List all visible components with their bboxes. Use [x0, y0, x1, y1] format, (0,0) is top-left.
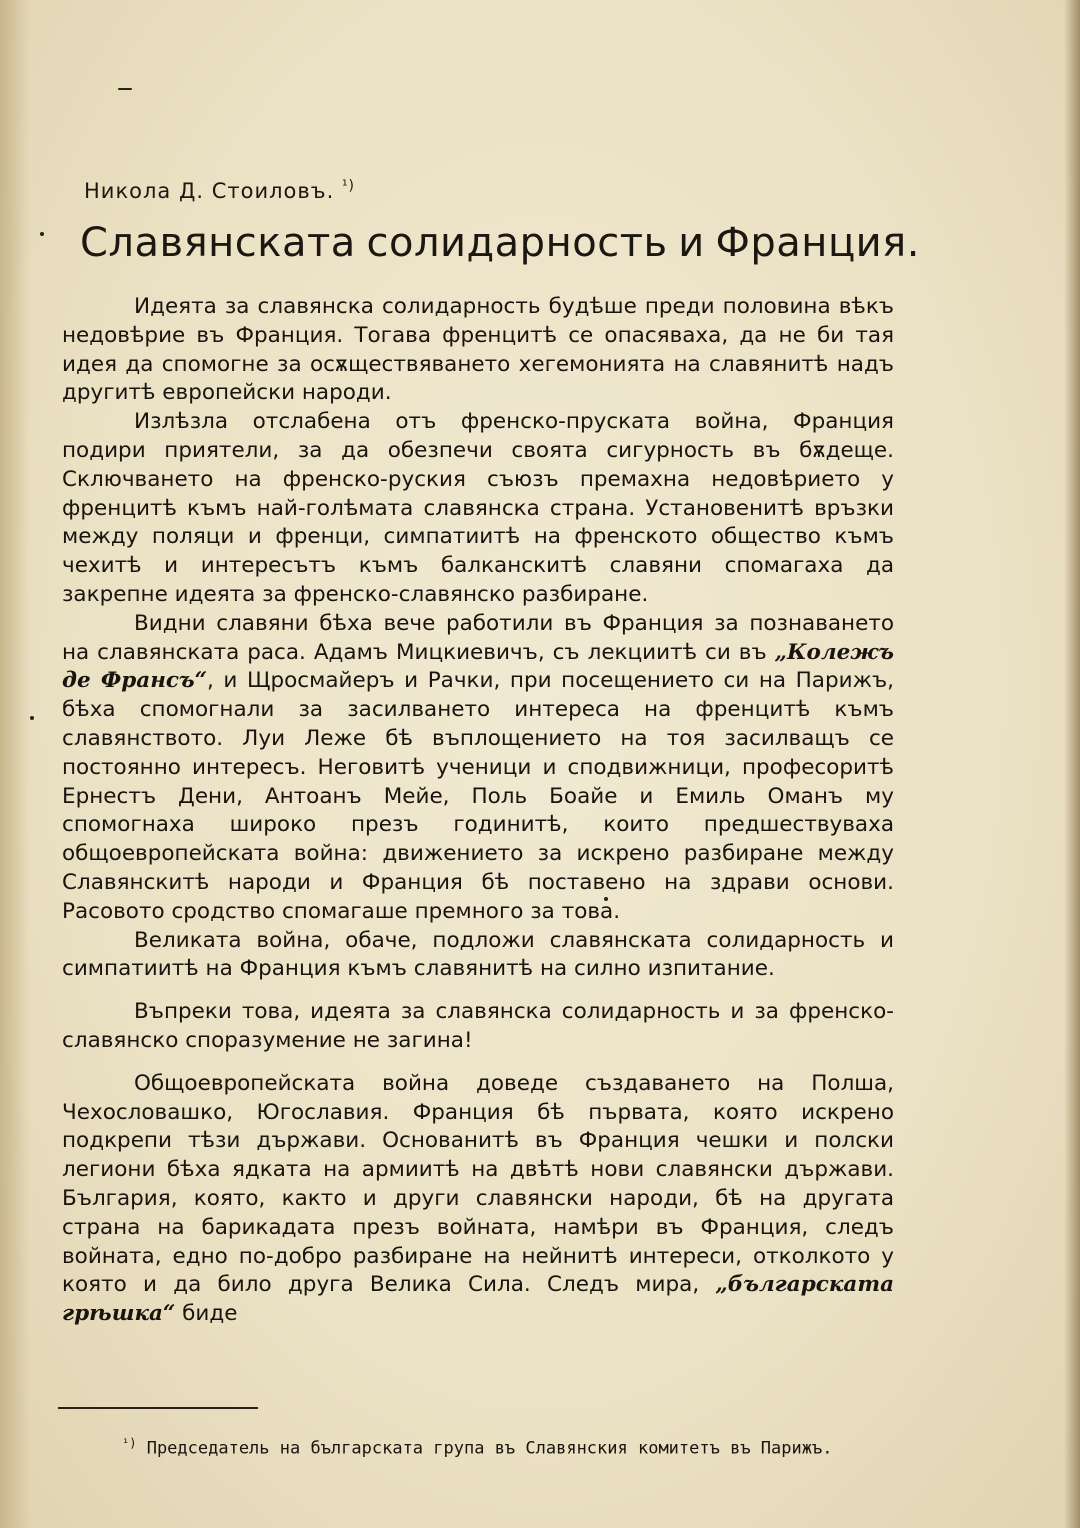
paragraph-italic: „Колежъ де Франсъ“ — [62, 639, 894, 694]
footnote — [56, 1428, 886, 1464]
print-speck — [40, 232, 44, 236]
paragraph — [62, 1070, 894, 1329]
paragraph: Излѣзла отслабена отъ френско-пруската война, Франция подири приятели, за да обезпечи своята сигурность въ бѫдеще. Сключването на френско-руския съюзъ премахна недовѣрието у френцитѣ къмъ най-голѣмата славянска страна. Установенитѣ връзки между поляци и френци, симпатиитѣ на френското общество къмъ чехитѣ и интересътъ къмъ балканскитѣ славяни спомагаха да закрепне идеята за френско-славянско разбиране. — [62, 409, 894, 607]
author-name: Никола Д. Стоиловъ. — [84, 179, 335, 203]
paragraph-italic: „българската грѣшка“ — [62, 1272, 894, 1327]
footnote-divider — [58, 1407, 258, 1409]
paragraph-text: , и Щросмайеръ и Рачки, при посещението си на Парижъ, бѣха спомогнали за засилването интереса на френцитѣ къмъ славянството. Луи Леже бѣ въплощението на тоя засилващъ се постоянно интересъ. Неговитѣ ученици и сподвижници, професоритѣ Ернестъ Дени, Антоанъ Мейе, Поль Боайе и Емиль Оманъ му спомогнаха широко презъ годинитѣ, които предшествуваха общоевропейската война: движението за искрено разбиране между Славянскитѣ народи и Франция бѣ поставено на здрави основи. Расовото сродство спомагаше премного за това. — [62, 668, 894, 924]
article-author — [84, 178, 355, 203]
footnote-text: Председатель на българската група въ Славянския комитетъ въ Парижъ. — [146, 1438, 833, 1459]
article-body — [62, 293, 894, 1329]
print-speck — [118, 88, 132, 90]
paragraph — [62, 610, 894, 927]
title-word: Славянската — [80, 220, 356, 266]
paragraph: Въпреки това, идеята за славянска солидарность и за френско-славянско споразумение не загина! — [62, 999, 894, 1053]
page-edge-shadow-left — [0, 0, 30, 1528]
paragraph: Великата война, обаче, подложи славянската солидарность и симпатиитѣ на Франция къмъ славянитѣ на силно изпитание. — [62, 927, 894, 982]
title-word: солидарность — [366, 220, 668, 266]
author-footnote-mark: ¹) — [341, 178, 356, 194]
paragraph-text: биде — [175, 1301, 238, 1327]
page-edge-shadow-right — [1064, 0, 1080, 1528]
paragraph-text: Видни славяни бѣха вече работили въ Франция за познаването на славянската раса. Адамъ Мицкиевичъ, съ лекциитѣ си въ — [62, 610, 894, 665]
title-word: и — [678, 220, 705, 266]
print-speck — [30, 716, 34, 720]
paragraph: Идеята за славянска солидарность будѣше преди половина вѣкъ недовѣрие въ Франция. Тогава френцитѣ се опасяваха, да не би тая идея да спомогне за осѫществяването хегемонията на славянитѣ надъ другитѣ европейски народи. — [62, 294, 894, 406]
paragraph-text: Общоевропейската война доведе създаването на Полша, Чехословашко, Югославия. Франция бѣ първата, която искрено подкрепи тѣзи държави. Основанитѣ въ Франция чешки и полски легиони бѣха ядката на армиитѣ на двѣтѣ нови славянски държави. България, която, както и други славянски народи, бѣ на другата страна на барикадата презъ войната, намѣри въ Франция, следъ войната, едно по-добро разбиране на нейнитѣ интереси, отколкото у която и да било друга Велика Сила. Следъ мира, — [62, 1070, 894, 1298]
article-title — [80, 220, 920, 266]
title-word: Франция. — [715, 220, 920, 266]
footnote-mark: ¹) — [122, 1436, 137, 1450]
